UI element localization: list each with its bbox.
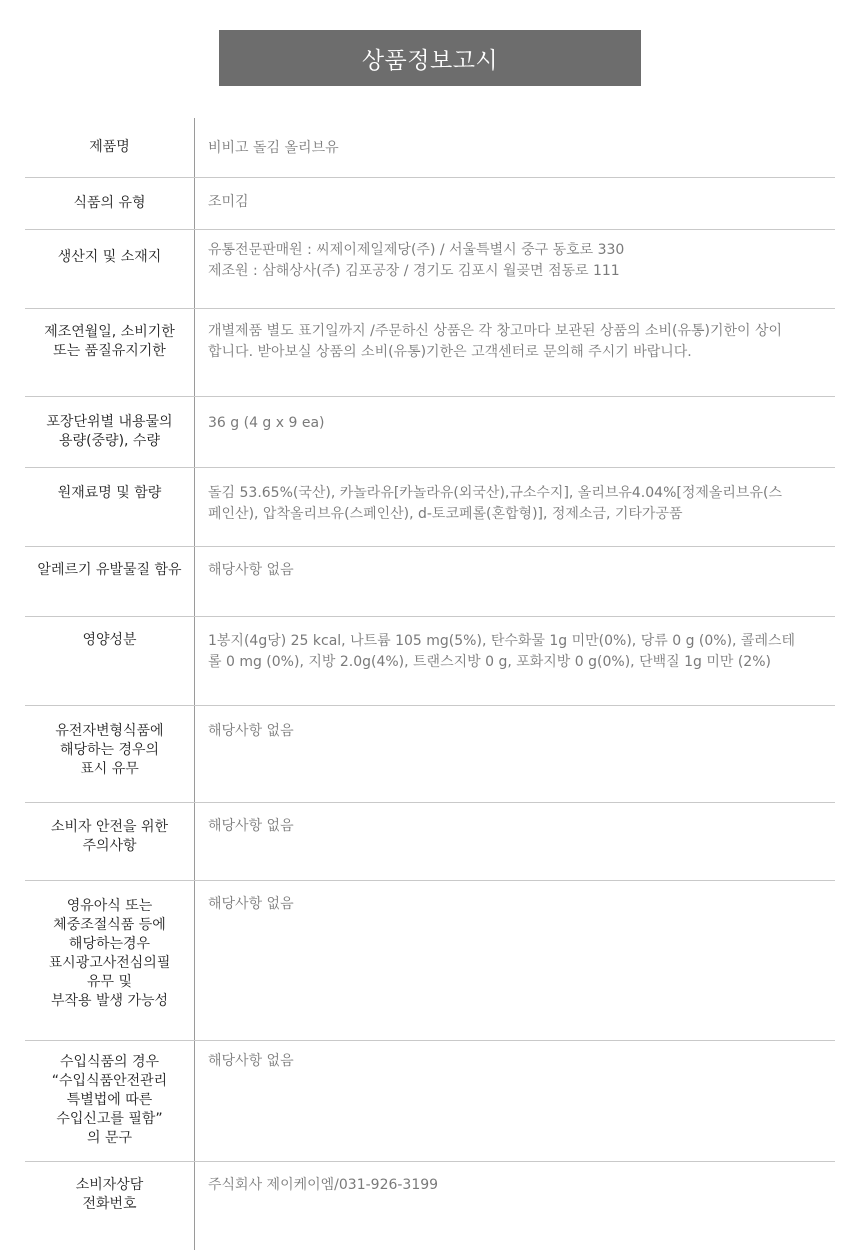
table-row [25, 881, 835, 1041]
row-label: 포장단위별 내용물의 용량(중량), 수량 [25, 397, 195, 467]
row-label: 제품명 [25, 118, 195, 177]
row-label: 생산지 및 소재지 [25, 230, 195, 308]
row-value: 해당사항 없음 [208, 896, 294, 912]
table-row [25, 468, 835, 547]
page-title: 상품정보고시 [219, 30, 641, 86]
row-value: 주식회사 제이케이엠/031-926-3199 [208, 1177, 439, 1193]
table-row [25, 706, 835, 803]
table-row [25, 230, 835, 309]
row-label: 알레르기 유발물질 함유 [25, 547, 195, 616]
table-row [25, 309, 835, 397]
row-value: 개별제품 별도 표기일까지 /주문하신 상품은 각 창고마다 보관된 상품의 소비(유통)기한이 상이 합니다. 받아보실 상품의 소비(유통)기한은 고객센터로 문의해 주시기 바랍니다. [208, 323, 783, 360]
row-label: 수입식품의 경우 “수입식품안전관리 특별법에 따른 수입신고를 필함” 의 문구 [25, 1041, 195, 1161]
row-label: 소비자 안전을 위한 주의사항 [25, 803, 195, 880]
row-label: 영유아식 또는 체중조절식품 등에 해당하는경우 표시광고사전심의필 유무 및 부작용 발생 가능성 [25, 881, 195, 1040]
row-value: 조미김 [208, 194, 249, 210]
table-row [25, 397, 835, 468]
row-label: 소비자상담 전화번호 [25, 1162, 195, 1250]
row-label: 원재료명 및 함량 [25, 468, 195, 546]
row-value: 해당사항 없음 [208, 562, 294, 578]
row-value: 1봉지(4g당) 25 kcal, 나트륨 105 mg(5%), 탄수화물 1g 미만(0%), 당류 0 g (0%), 콜레스테 롤 0 mg (0%), 지방 2.0g(4%), 트랜스지방 0 g, 포화지방 0 g(0%), 단백질 1g 미만 (2%) [208, 633, 796, 670]
table-row [25, 118, 835, 178]
row-value: 돌김 53.65%(국산), 카놀라유[카놀라유(외국산),규소수지], 올리브유4.04%[정제올리브유(스 페인산), 압착올리브유(스페인산), d-토코페롤(혼합형)], 정제소금, 기타가공품 [208, 485, 782, 522]
row-label: 제조연월일, 소비기한 또는 품질유지기한 [25, 309, 195, 396]
table-row [25, 1162, 835, 1250]
row-value: 유통전문판매원 : 씨제이제일제당(주) / 서울특별시 중구 동호로 330 제조원 : 삼해상사(주) 김포공장 / 경기도 김포시 월곶면 점동로 111 [208, 242, 625, 279]
row-value: 해당사항 없음 [208, 723, 294, 739]
row-label: 영양성분 [25, 617, 195, 705]
table-row [25, 1041, 835, 1162]
row-label: 식품의 유형 [25, 178, 195, 229]
table-row [25, 547, 835, 617]
row-label: 유전자변형식품에 해당하는 경우의 표시 유무 [25, 706, 195, 802]
table-row [25, 178, 835, 230]
table-row [25, 803, 835, 881]
row-value: 비비고 돌김 올리브유 [208, 140, 339, 156]
table-row [25, 617, 835, 706]
row-value: 36 g (4 g x 9 ea) [208, 415, 325, 431]
row-value: 해당사항 없음 [208, 1053, 294, 1069]
product-info-table [25, 118, 835, 1250]
row-value: 해당사항 없음 [208, 818, 294, 834]
